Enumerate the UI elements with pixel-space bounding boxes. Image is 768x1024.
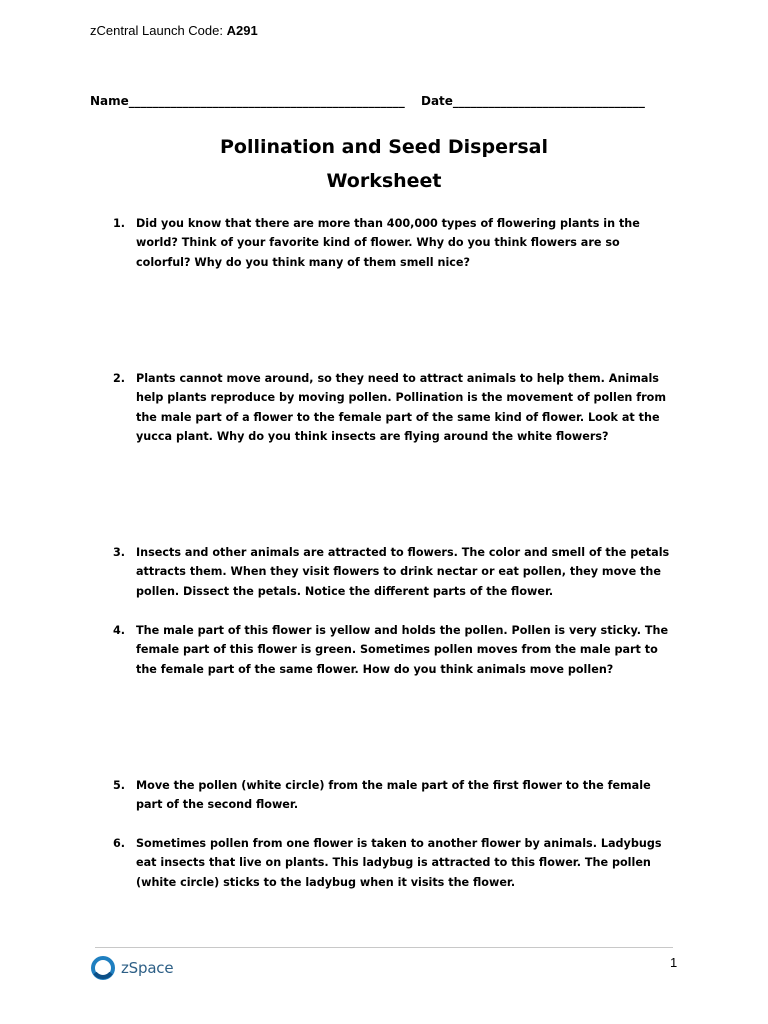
question-number: 6. <box>113 837 126 850</box>
question-number: 2. <box>113 372 126 385</box>
question-4 <box>113 621 673 679</box>
question-text: Insects and other animals are attracted to flowers. The color and smell of the petals attracts them. When they visit flowers to drink nectar or eat pollen, they move the pollen. Dissect the petals. Notice the different parts of the flower. <box>136 546 670 598</box>
footer-divider <box>95 947 673 948</box>
page-title: Pollination and Seed Dispersal <box>220 136 548 158</box>
page-subtitle: Worksheet <box>326 170 442 192</box>
question-2 <box>113 369 673 446</box>
date-field-label: Date________________________________ <box>421 94 645 108</box>
question-text: Did you know that there are more than 400,000 types of flowering plants in the world? Think of your favorite kind of flower. Why do you think flowers are so colorful? Why do you think many of them smell nice? <box>136 217 640 269</box>
question-number: 3. <box>113 546 126 559</box>
zspace-logo <box>90 955 173 981</box>
launch-code-label: zCentral Launch Code: <box>90 23 227 38</box>
question-text: Move the pollen (white circle) from the male part of the first flower to the female part of the second flower. <box>136 779 651 812</box>
name-field-label: Name______________________________________________ <box>90 94 405 108</box>
launch-code-value: A291 <box>226 23 258 38</box>
brand-name: zSpace <box>121 959 174 977</box>
zspace-logo-icon <box>90 955 116 981</box>
launch-code-line <box>90 23 258 38</box>
question-text: The male part of this flower is yellow and holds the pollen. Pollen is very sticky. The female part of this flower is green. Sometimes pollen moves from the male part to the female part of the same flower. How do you think animals move pollen? <box>136 624 669 676</box>
question-3 <box>113 543 673 601</box>
page-number: 1 <box>670 955 678 970</box>
question-1 <box>113 214 673 272</box>
question-6 <box>113 834 673 892</box>
question-number: 1. <box>113 217 126 230</box>
question-number: 5. <box>113 779 126 792</box>
question-number: 4. <box>113 624 126 637</box>
name-date-row <box>90 94 690 108</box>
question-5 <box>113 776 673 815</box>
question-text: Sometimes pollen from one flower is taken to another flower by animals. Ladybugs eat insects that live on plants. This ladybug is attracted to this flower. The pollen (white circle) sticks to the ladybug when it visits the flower. <box>136 837 662 889</box>
question-text: Plants cannot move around, so they need to attract animals to help them. Animals help plants reproduce by moving pollen. Pollination is the movement of pollen from the male part of a flower to the female part of the same kind of flower. Look at the yucca plant. Why do you think insects are flying around the white flowers? <box>136 372 667 443</box>
